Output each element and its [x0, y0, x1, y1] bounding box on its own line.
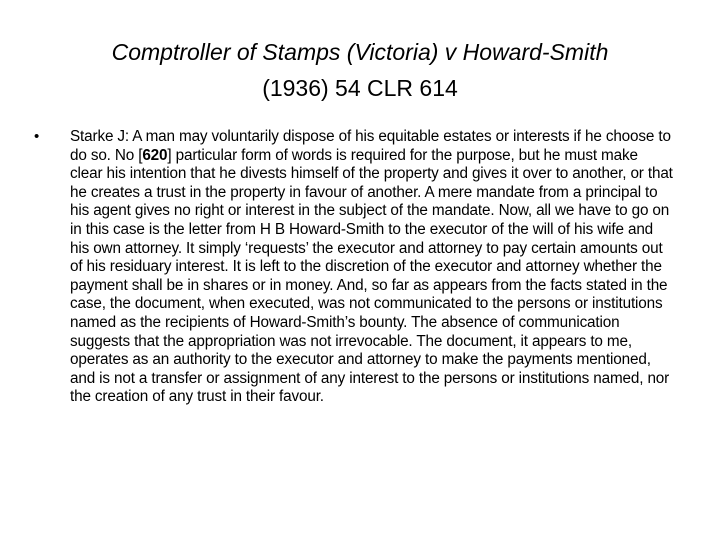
page-reference: 620: [142, 146, 168, 164]
bullet-list: [34, 128, 674, 407]
quote-paragraph: [70, 128, 674, 407]
quote-text-part1: Starke J: A man may voluntarily dispose of his equitable estates or interests if he choose to do so. No [: [70, 128, 671, 164]
case-name: Comptroller of Stamps (Victoria) v Howard-Smith: [111, 39, 609, 65]
bullet-icon: •: [34, 128, 40, 145]
slide-title: [40, 34, 680, 106]
case-citation: (1936) 54 CLR 614: [262, 75, 458, 101]
quote-text-part2: ] particular form of words is required for the purpose, but he must make clear his intention that he divests himself of the property and gives it over to another, or that he creates a trust in the property in favour of another. A mere mandate from a principal to his agent gives no right or interest in the subject of the mandate. Now, all we have to go on in this case is the letter from H B Howard-Smith to the executor of the will of his wife and his own attorney. It simply ‘requests’ the executor and attorney to pay certain amounts out of his residuary interest. It is left to the discretion of the executor and attorney whether the payment shall be in shares or in money. And, so far as appears from the facts stated in the case, the document, when executed, was not communicated to the persons or institutions named as the recipients of Howard-Smith’s bounty. The absence of communication suggests that the appropriation was not irrevocable. The document, it appears to me, operates as an authority to the executor and attorney to make the payments mentioned, and is not a transfer or assignment of any interest to the persons or institutions named, nor the creation of any trust in their favour.: [70, 146, 673, 406]
